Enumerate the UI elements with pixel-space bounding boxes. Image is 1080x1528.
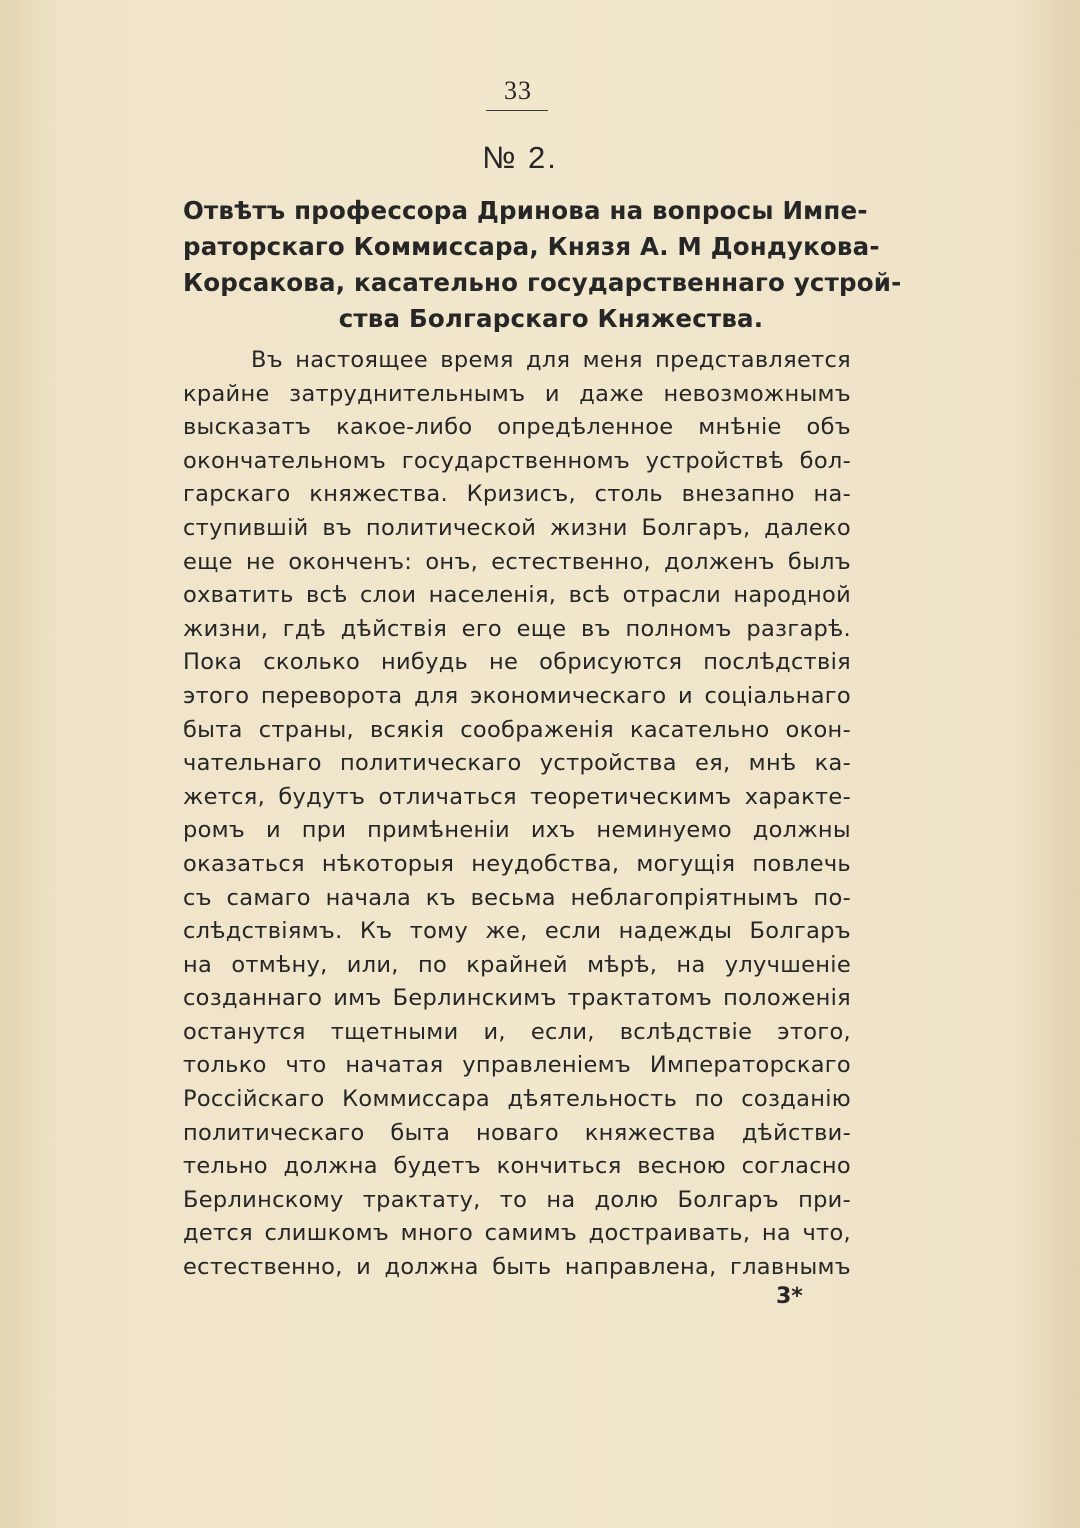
body-line: ступившій въ политической жизни Болгаръ, далеко <box>183 514 851 541</box>
body-line: естественно, и должна быть направлена, главнымъ <box>183 1254 851 1281</box>
body-line: останутся тщетными и, если, вслѣдствіе этого, <box>183 1018 851 1045</box>
heading-line: Отвѣтъ профессора Дринова на вопросы Импе- <box>183 196 868 225</box>
section-number: № 2. <box>482 140 558 175</box>
signature-mark: 3* <box>776 1284 803 1309</box>
body-line: высказатъ какое-либо опредѣленное мнѣніе объ <box>183 414 851 441</box>
body-line: созданнаго имъ Берлинскимъ трактатомъ положенія <box>183 985 851 1012</box>
document-heading <box>183 193 902 337</box>
body-line: политическаго быта новаго княжества дѣйстви- <box>183 1119 851 1146</box>
body-text <box>183 344 851 1285</box>
body-line: дется слишкомъ много самимъ достраивать, на что, <box>183 1220 851 1247</box>
body-line: только что начатая управленіемъ Императорскаго <box>183 1052 851 1079</box>
body-line: Россійскаго Коммиссара дѣятельность по созданію <box>183 1086 851 1113</box>
body-line: слѣдствіямъ. Къ тому же, если надежды Болгаръ <box>183 918 851 945</box>
body-line: еще не оконченъ: онъ, естественно, долженъ былъ <box>183 548 851 575</box>
body-line: гарскаго княжества. Кризисъ, столь внезапно на- <box>183 481 851 508</box>
body-line: съ самаго начала къ весьма неблагопріятнымъ по- <box>183 884 851 911</box>
body-line: крайне затруднительнымъ и даже невозможнымъ <box>183 380 851 407</box>
heading-line: ства Болгарскаго Княжества. <box>338 304 764 333</box>
body-line: Берлинскому трактату, то на долю Болгаръ при- <box>183 1186 851 1213</box>
body-line: жется, будутъ отличаться теоретическимъ характе- <box>183 783 851 810</box>
body-line: охватить всѣ слои населенія, всѣ отрасли народной <box>183 582 851 609</box>
body-line: оказаться нѣкоторыя неудобства, могущія повлечь <box>183 850 851 877</box>
heading-line: раторскаго Коммиссара, Князя А. М Дондукова- <box>183 232 880 261</box>
body-line: Въ настоящее время для меня представляется <box>251 347 851 373</box>
body-line: Пока сколько нибудь не обрисуются послѣдствія <box>183 649 851 676</box>
body-line: на отмѣну, или, по крайней мѣрѣ, на улучшеніе <box>183 951 851 978</box>
body-line: чательнаго политическаго устройства ея, мнѣ ка- <box>183 750 851 777</box>
body-line: быта страны, всякія соображенія касательно окон- <box>183 716 851 743</box>
page-number-underline <box>486 110 548 111</box>
body-line: этого переворота для экономическаго и соціальнаго <box>183 682 851 709</box>
body-line: жизни, гдѣ дѣйствія его еще въ полномъ разгарѣ. <box>183 615 851 642</box>
body-line: окончательномъ государственномъ устройствѣ бол- <box>183 447 851 474</box>
page-number: 33 <box>504 76 532 105</box>
body-line: тельно должна будетъ кончиться весною согласно <box>183 1153 851 1180</box>
heading-line: Корсакова, касательно государственнаго устрой- <box>183 268 902 297</box>
body-line: ромъ и при примѣненіи ихъ неминуемо должны <box>183 817 851 844</box>
